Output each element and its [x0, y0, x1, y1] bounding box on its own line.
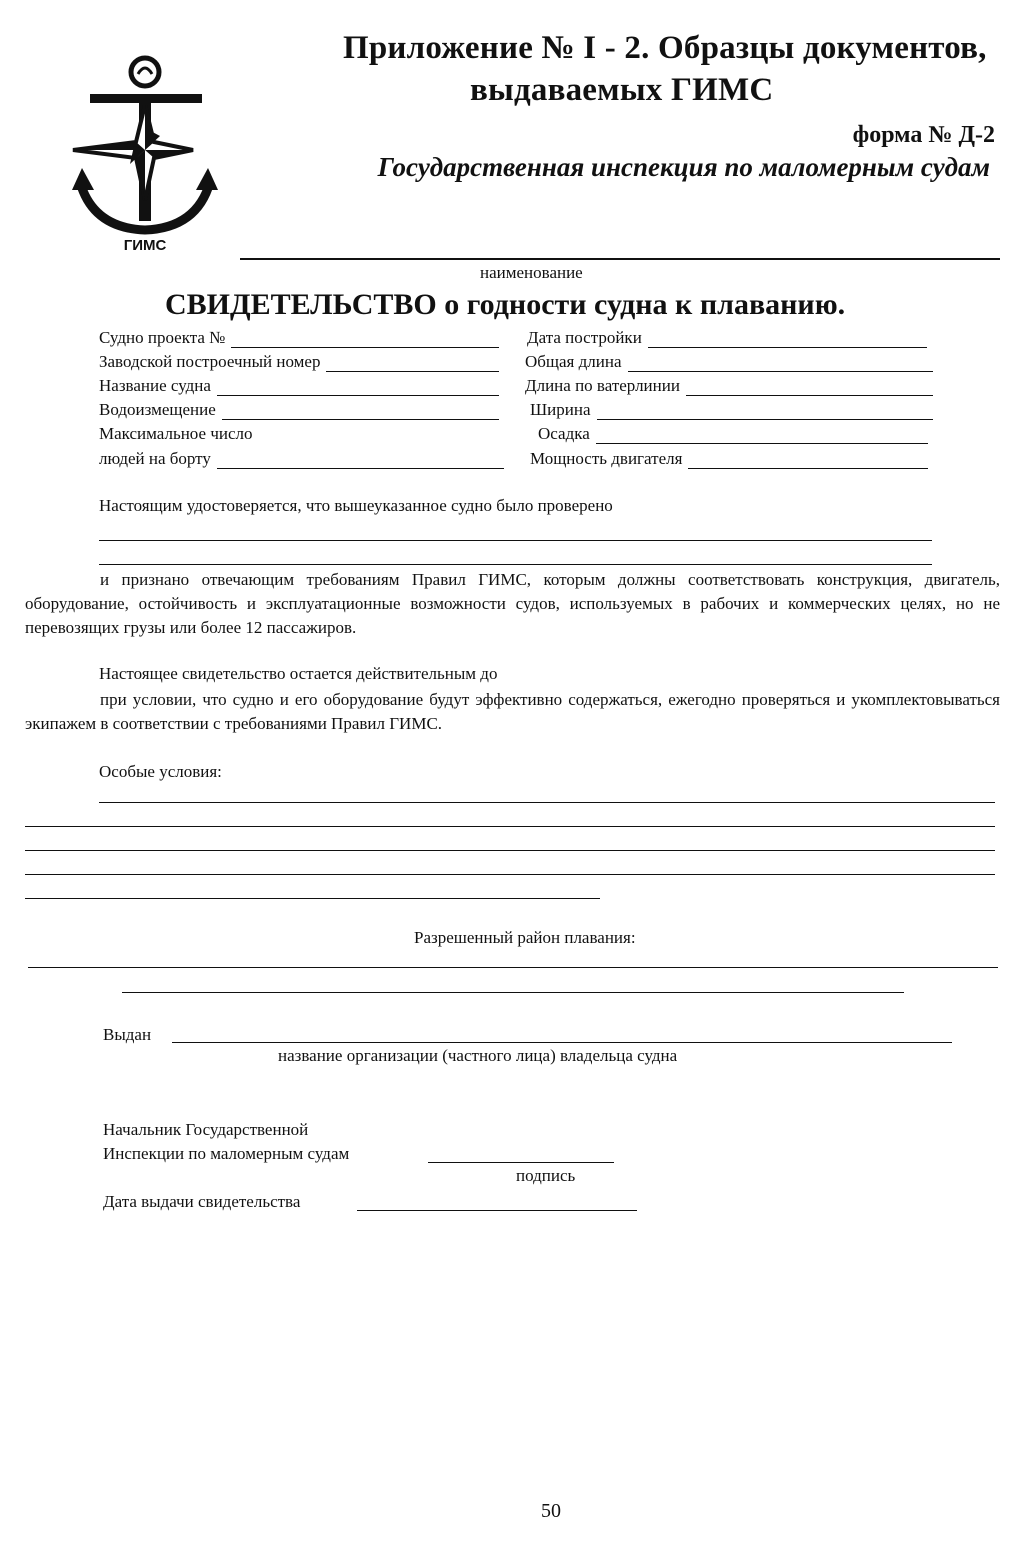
validity-text: Настоящее свидетельство остается действительным до	[99, 664, 498, 683]
field-label: Заводской построечный номер	[99, 352, 321, 371]
inspection-line-1[interactable]	[99, 540, 932, 541]
field-label: Общая длина	[525, 352, 622, 371]
condition-paragraph: при условии, что судно и его оборудование будут эффективно содержаться, ежегодно проверяться и укомплектовываться экипажем в соответствии с требованиями Правил ГИМС.	[25, 690, 1000, 733]
field-build-date[interactable]	[527, 328, 927, 348]
field-label: Водоизмещение	[99, 400, 216, 419]
issue-date-label: Дата выдачи свидетельства	[103, 1192, 301, 1211]
inspection-line-2[interactable]	[99, 564, 932, 565]
page-title-line1: Приложение № I - 2. Образцы документов,	[343, 30, 987, 66]
signature-line[interactable]	[428, 1162, 614, 1163]
field-label: Название судна	[99, 376, 211, 395]
special-conditions-line[interactable]	[25, 898, 600, 899]
navigation-area-line[interactable]	[28, 967, 998, 968]
issued-caption: название организации (частного лица) владельца судна	[278, 1046, 678, 1065]
field-line[interactable]	[217, 453, 504, 469]
signature-caption: подпись	[516, 1166, 576, 1185]
field-factory-number[interactable]	[99, 352, 499, 372]
field-line[interactable]	[217, 380, 499, 396]
navigation-area-line[interactable]	[122, 992, 904, 993]
issue-date-line[interactable]	[357, 1210, 637, 1211]
issued-to-line[interactable]	[172, 1042, 952, 1043]
logo-text: ГИМС	[123, 237, 167, 254]
issued-label: Выдан	[103, 1025, 152, 1044]
organization-name-line[interactable]	[240, 258, 1000, 260]
agency-name: Государственная инспекция по маломерным судам	[377, 152, 990, 182]
field-label: Судно проекта №	[99, 328, 226, 347]
compliance-paragraph: и признано отвечающим требованиям Правил ГИМС, которым должны соответствовать конструкция, двигатель, оборудование, остойчивость и эксплуатационные возможности судов, используемых в рабочих и коммерческих целях, но не перевозящих грузы или более 12 пассажиров.	[25, 570, 1000, 637]
field-engine-power[interactable]	[530, 449, 928, 469]
field-line[interactable]	[597, 404, 934, 420]
field-label: Ширина	[530, 400, 591, 419]
field-line[interactable]	[596, 428, 928, 444]
field-line[interactable]	[231, 332, 499, 348]
form-number: форма № Д-2	[852, 122, 995, 148]
field-label: Осадка	[538, 424, 590, 443]
field-project-number[interactable]	[99, 328, 499, 348]
chief-title-line2: Инспекции по маломерным судам	[103, 1144, 350, 1163]
field-label: Дата постройки	[527, 328, 642, 347]
chief-title-line1: Начальник Государственной	[103, 1120, 309, 1139]
field-label: Длина по ватерлинии	[525, 376, 680, 395]
organization-name-caption: наименование	[480, 263, 583, 282]
field-line[interactable]	[688, 453, 928, 469]
field-label: людей на борту	[99, 449, 211, 468]
field-displacement[interactable]	[99, 400, 499, 420]
field-line[interactable]	[686, 380, 933, 396]
special-conditions-line[interactable]	[25, 850, 995, 851]
field-total-length[interactable]	[525, 352, 933, 372]
field-line[interactable]	[326, 356, 499, 372]
page-title-line2: выдаваемых ГИМС	[470, 72, 774, 108]
navigation-area-label: Разрешенный район плавания:	[414, 928, 636, 947]
page-number: 50	[541, 1500, 561, 1522]
field-draft[interactable]	[538, 424, 928, 444]
field-max-people-label: Максимальное число	[99, 424, 253, 443]
field-line[interactable]	[222, 404, 499, 420]
field-beam[interactable]	[530, 400, 933, 420]
gims-anchor-compass-icon	[68, 50, 218, 255]
special-conditions-label: Особые условия:	[99, 762, 222, 781]
certificate-title: СВИДЕТЕЛЬСТВО о годности судна к плаванию.	[165, 288, 846, 321]
field-line[interactable]	[648, 332, 927, 348]
special-conditions-line[interactable]	[99, 802, 995, 803]
field-waterline-length[interactable]	[525, 376, 933, 396]
field-line[interactable]	[628, 356, 933, 372]
special-conditions-line[interactable]	[25, 826, 995, 827]
certified-text: Настоящим удостоверяется, что вышеуказанное судно было проверено	[99, 496, 613, 515]
field-label: Мощность двигателя	[530, 449, 683, 468]
field-people-on-board[interactable]	[99, 449, 504, 469]
field-vessel-name[interactable]	[99, 376, 499, 396]
gims-logo	[68, 50, 218, 255]
special-conditions-line[interactable]	[25, 874, 995, 875]
